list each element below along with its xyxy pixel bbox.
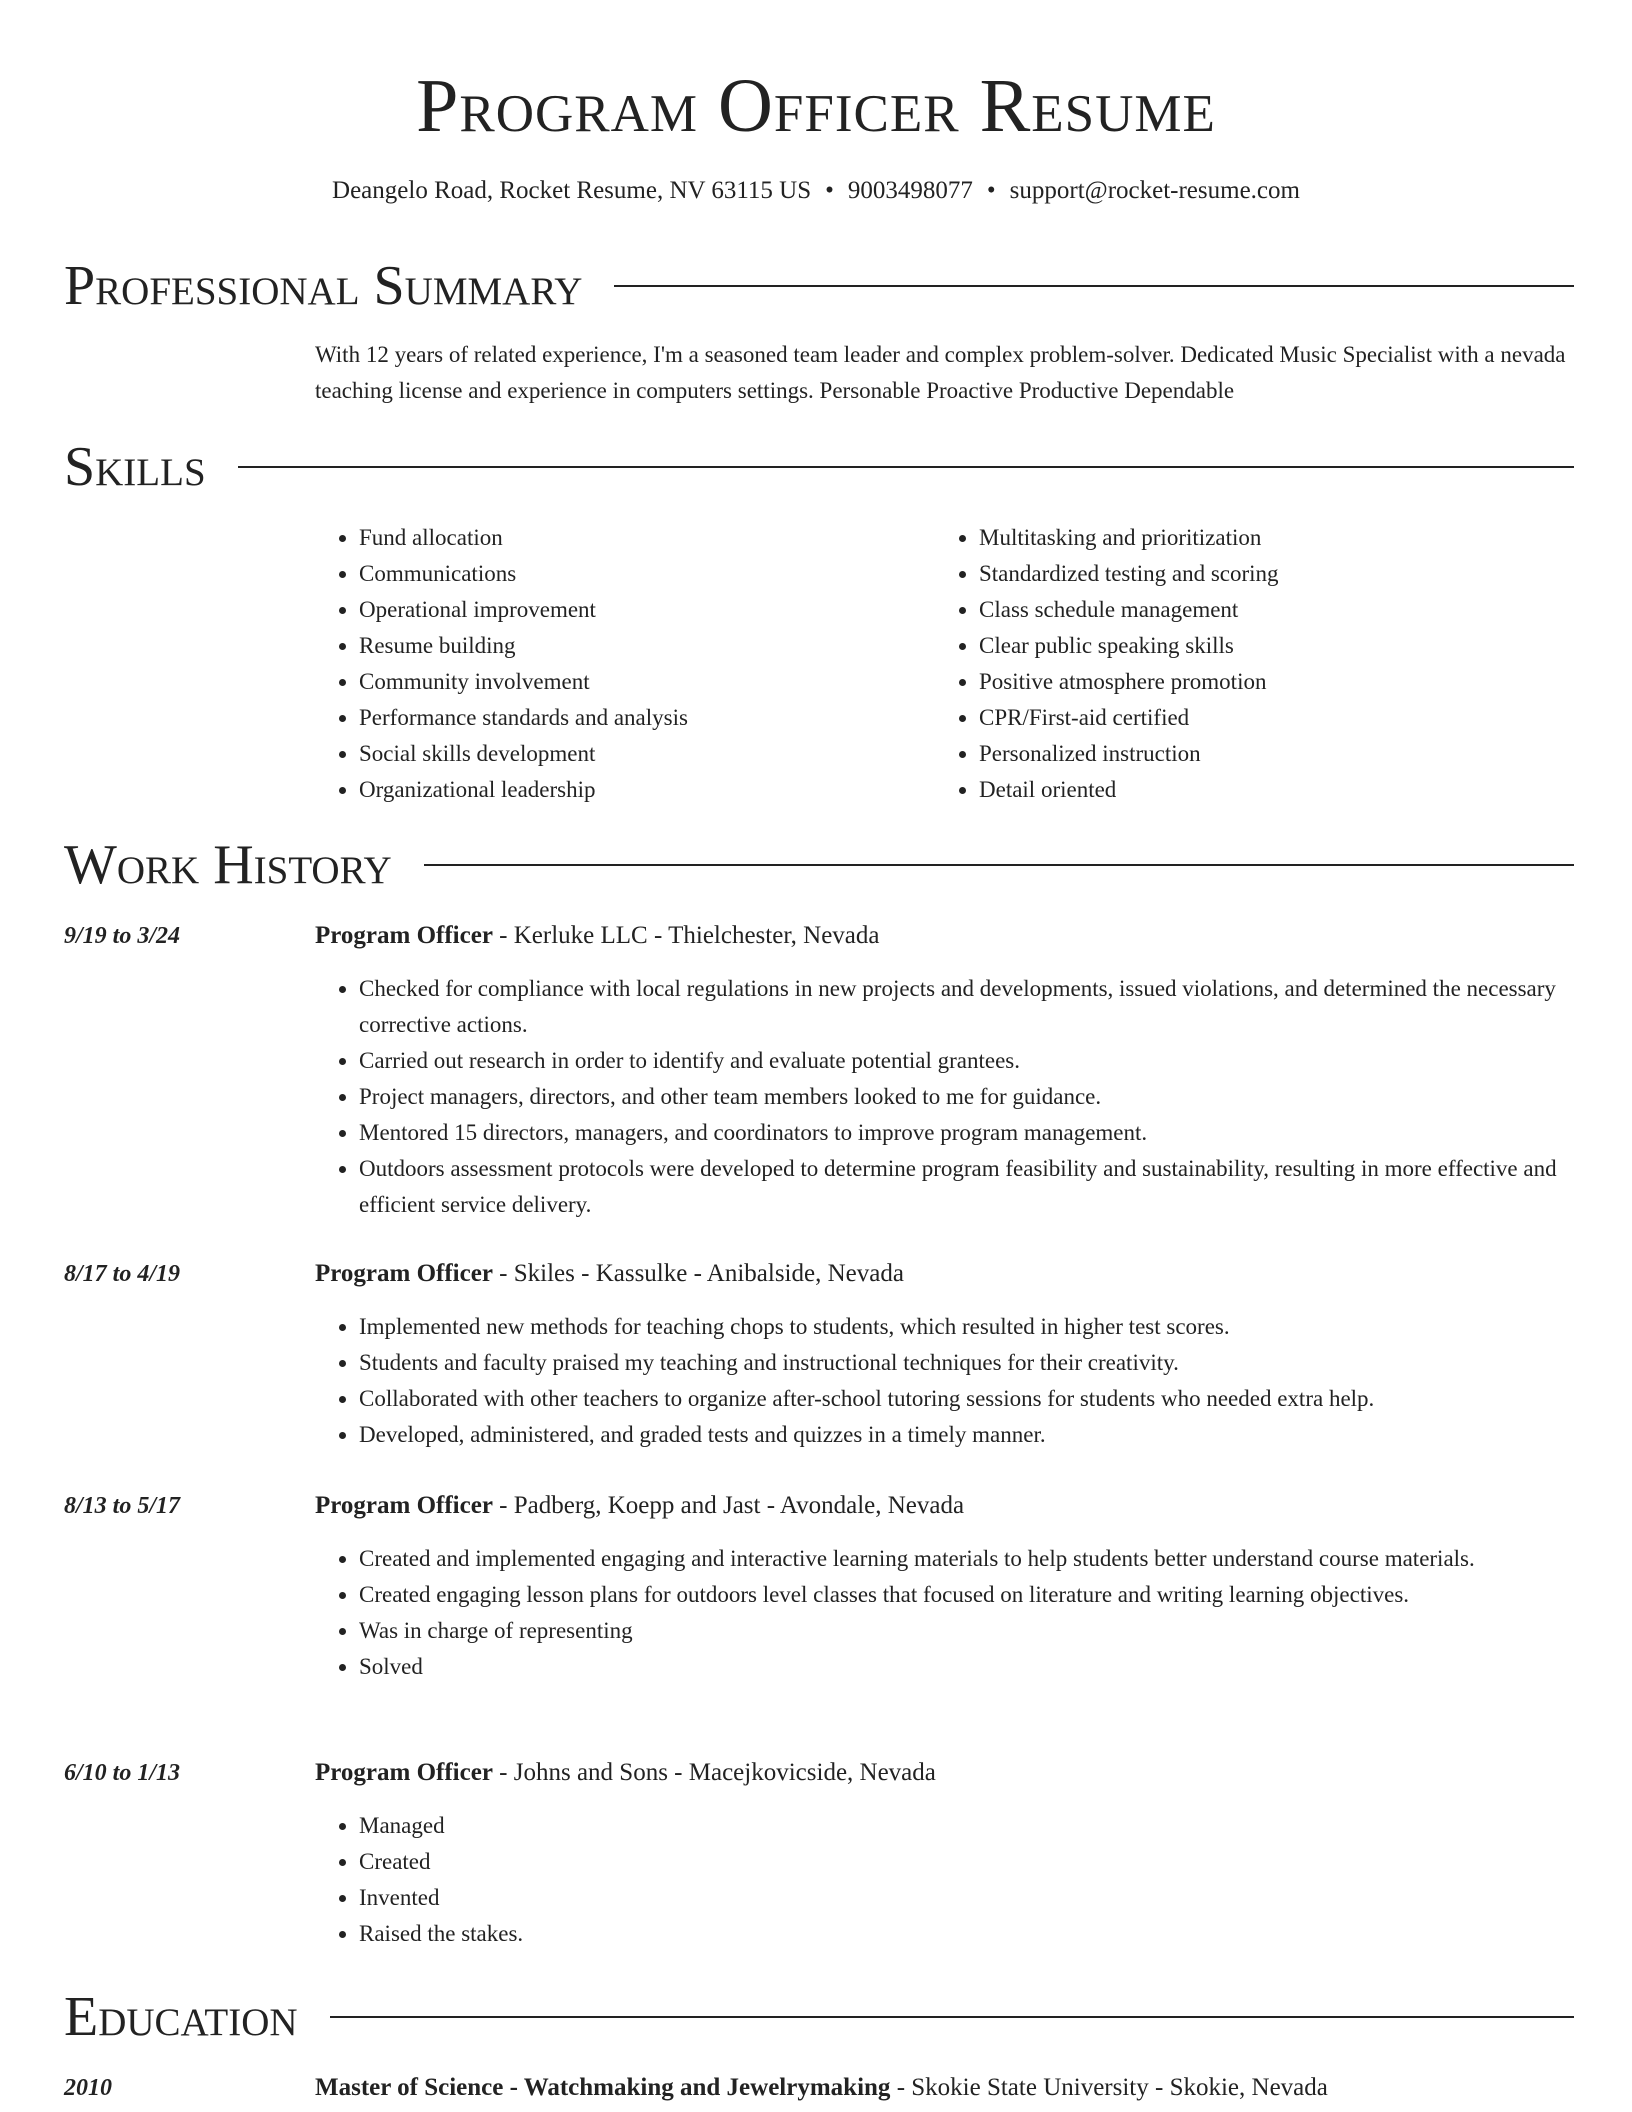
job-duties (315, 1309, 1574, 1453)
skill-item: • Resume building (359, 628, 935, 664)
contact-email: support@rocket-resume.com (1009, 177, 1300, 204)
section-title-summary: Professional Summary (64, 255, 583, 317)
summary-text: With 12 years of related experience, I'm a seasoned team leader and complex problem-solver. Dedicated Music Specialist with a nevada teaching license and experience in computers settings. Personable Proactive Productive Dependable (315, 342, 1566, 403)
job-dates: 8/17 to 4/19 (64, 1261, 181, 1287)
contact-address: Deangelo Road, Rocket Resume, NV 63115 US (332, 177, 812, 204)
section-divider (238, 466, 1574, 468)
job-duty: • Created and implemented engaging and interactive learning materials to help students better understand course materials. (359, 1541, 1574, 1577)
job-title-line (315, 919, 880, 953)
contact-separator: • (825, 177, 834, 204)
job-duty: • Raised the stakes. (359, 1916, 1574, 1952)
skill-item: • Operational improvement (359, 592, 935, 628)
resume-title: Program Officer Resume (416, 64, 1216, 148)
job-title-line (315, 1257, 904, 1291)
job-employer: - Skiles - Kassulke - Anibalside, Nevada (492, 1260, 904, 1287)
skill-item: • Detail oriented (979, 772, 1555, 808)
skill-item: • Standardized testing and scoring (979, 556, 1555, 592)
job-duty: • Created engaging lesson plans for outdoors level classes that focused on literature and writing learning objectives. (359, 1577, 1574, 1613)
skill-item: • Fund allocation (359, 520, 935, 556)
section-title-work: Work History (64, 834, 392, 896)
job-duty: • Checked for compliance with local regulations in new projects and developments, issued violations, and determined the necessary corrective actions. (359, 971, 1574, 1043)
skill-item: • Performance standards and analysis (359, 700, 935, 736)
job-duty: • Collaborated with other teachers to organize after-school tutoring sessions for students who needed extra help. (359, 1381, 1574, 1417)
contact-line (0, 174, 1632, 208)
job-role: Program Officer (315, 922, 493, 949)
job-duty: • Project managers, directors, and other team members looked to me for guidance. (359, 1079, 1574, 1115)
job-duties (315, 1541, 1574, 1685)
job-title-line (315, 1489, 964, 1523)
job-employer: - Padberg, Koepp and Jast - Avondale, Nevada (492, 1492, 965, 1519)
job-employer: - Johns and Sons - Macejkovicside, Nevada (492, 1759, 936, 1786)
job-dates: 6/10 to 1/13 (64, 1760, 181, 1786)
job-duty: • Was in charge of representing (359, 1613, 1574, 1649)
skill-item: • Class schedule management (979, 592, 1555, 628)
job-duty: • Carried out research in order to identify and evaluate potential grantees. (359, 1043, 1574, 1079)
section-divider (614, 285, 1574, 287)
skills-column-left (315, 520, 935, 808)
section-divider (424, 864, 1574, 866)
job-role: Program Officer (315, 1260, 493, 1287)
job-dates: 9/19 to 3/24 (64, 923, 181, 949)
job-duty: • Developed, administered, and graded tests and quizzes in a timely manner. (359, 1417, 1574, 1453)
education-degree-line (315, 2071, 1328, 2105)
job-duty: • Invented (359, 1880, 1574, 1916)
skill-item: • Social skills development (359, 736, 935, 772)
contact-separator: • (986, 177, 996, 204)
job-role: Program Officer (315, 1759, 493, 1786)
skill-item: • Personalized instruction (979, 736, 1555, 772)
job-duties (315, 971, 1574, 1223)
skills-list (315, 520, 1575, 808)
job-dates: 8/13 to 5/17 (64, 1493, 181, 1519)
job-title-line (315, 1756, 936, 1790)
job-role: Program Officer (315, 1492, 493, 1519)
skill-item: • Organizational leadership (359, 772, 935, 808)
skills-column-right (935, 520, 1555, 808)
contact-phone: 9003498077 (847, 177, 973, 204)
section-header-education (64, 1985, 1574, 2049)
job-employer: - Kerluke LLC - Thielchester, Nevada (492, 922, 880, 949)
section-divider (330, 2016, 1574, 2018)
job-duty: • Created (359, 1844, 1574, 1880)
job-duties (315, 1808, 1574, 1952)
section-title-education: Education (64, 1986, 298, 2048)
job-duty: • Implemented new methods for teaching chops to students, which resulted in higher test scores. (359, 1309, 1574, 1345)
section-header-skills (64, 435, 1574, 499)
skill-item: • Positive atmosphere promotion (979, 664, 1555, 700)
section-title-skills: Skills (64, 436, 206, 498)
skill-item: • CPR/First-aid certified (979, 700, 1555, 736)
education-school: - Skokie State University - Skokie, Nevada (890, 2074, 1328, 2101)
skill-item: • Multitasking and prioritization (979, 520, 1555, 556)
job-duty: • Outdoors assessment protocols were developed to determine program feasibility and sustainability, resulting in more effective and efficient service delivery. (359, 1151, 1574, 1223)
section-header-summary (64, 254, 1574, 318)
skill-item: • Clear public speaking skills (979, 628, 1555, 664)
education-year: 2010 (64, 2075, 112, 2101)
skill-item: • Communications (359, 556, 935, 592)
job-duty: • Managed (359, 1808, 1574, 1844)
job-duty: • Students and faculty praised my teaching and instructional techniques for their creativity. (359, 1345, 1574, 1381)
section-header-work (64, 833, 1574, 897)
job-duty: • Solved (359, 1649, 1574, 1685)
job-duty: • Mentored 15 directors, managers, and coordinators to improve program management. (359, 1115, 1574, 1151)
skill-item: • Community involvement (359, 664, 935, 700)
education-degree: Master of Science - Watchmaking and Jewelrymaking (315, 2074, 891, 2101)
